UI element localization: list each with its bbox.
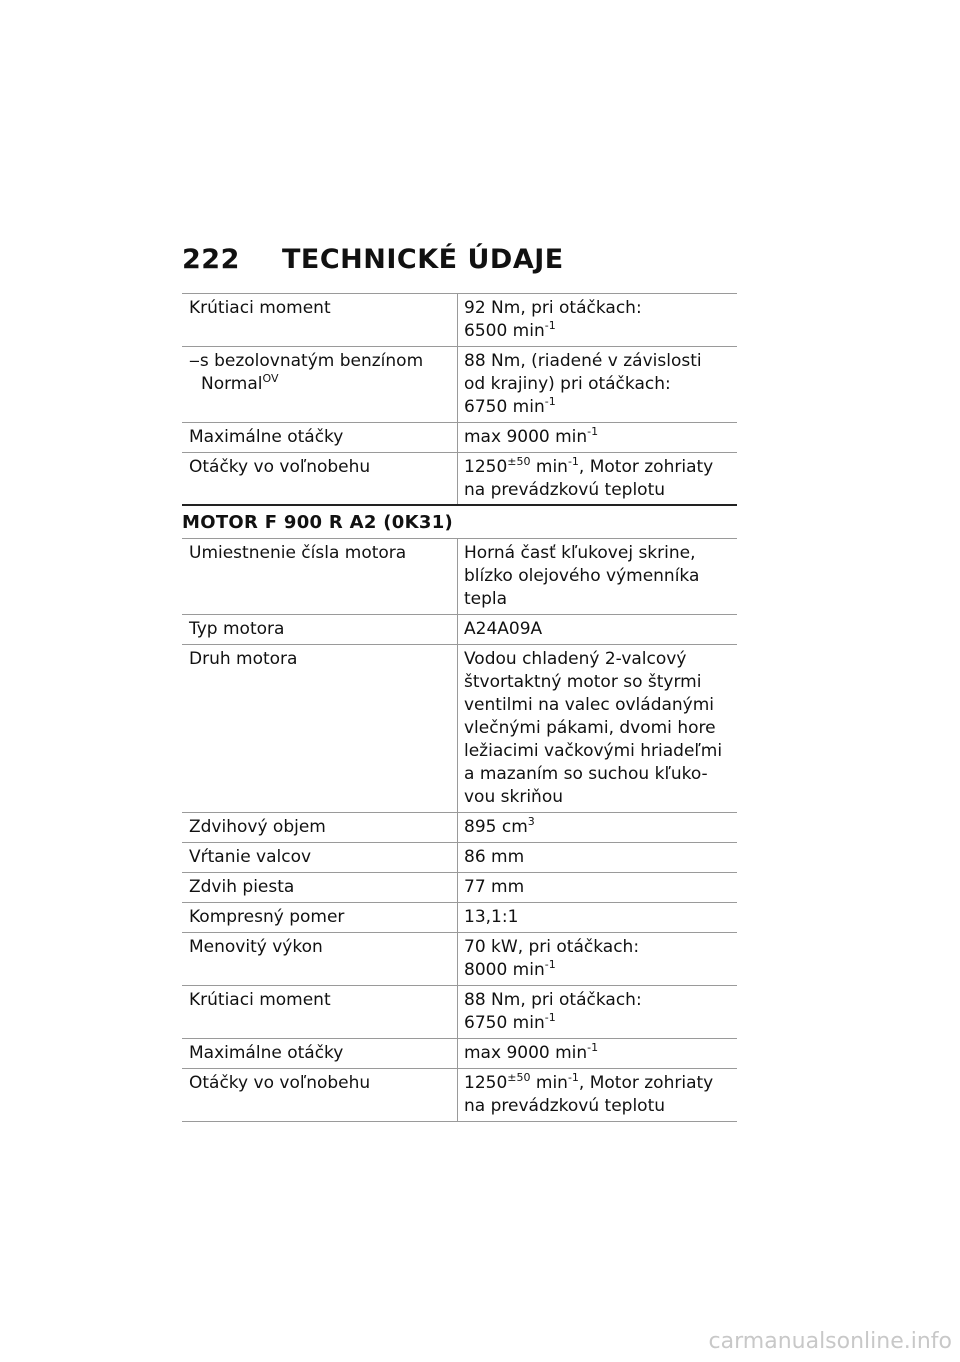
table-row [182, 539, 737, 615]
table-row [182, 813, 737, 843]
row-label: ‒s bezolovnatým benzínom Normal$^{OV}$ [182, 347, 458, 422]
row-value: $1250^{\pm 50}$ $\min^{-1}$, Motor zohriaty na prevádzkovú teplotu [464, 1071, 714, 1116]
row-value: 88 Nm, pri otáčkach: 6750 $\min^{-1}$ [464, 990, 642, 1033]
row-value: 77 mm [464, 877, 525, 897]
spec-table-2 [182, 538, 737, 1122]
row-value: max 9000 $\min^{-1}$ [464, 425, 599, 447]
table-row [182, 843, 737, 873]
row-label: Krútiaci moment [182, 294, 458, 346]
table-row [182, 615, 737, 645]
table-row [182, 1039, 737, 1069]
table-row [182, 347, 737, 423]
table-row [182, 903, 737, 933]
row-value: max 9000 $\min^{-1}$ [464, 1041, 599, 1063]
row-label: Kompresný pomer [182, 903, 458, 932]
row-value: 88 Nm, (riadené v závislosti od krajiny) pri otáčkach: 6750 $\min^{-1}$ [464, 351, 702, 417]
row-value: 895 $cm^3$ [464, 815, 535, 837]
page-header [182, 244, 564, 275]
row-label: Maximálne otáčky [182, 1039, 458, 1068]
table-row [182, 423, 737, 453]
table-row [182, 294, 737, 347]
row-label: Krútiaci moment [182, 986, 458, 1038]
row-label: Menovitý výkon [182, 933, 458, 985]
row-label: Maximálne otáčky [182, 423, 458, 452]
row-label: Typ motora [182, 615, 458, 644]
row-value: 86 mm [464, 847, 525, 867]
row-label: Zdvih piesta [182, 873, 458, 902]
table-row [182, 986, 737, 1039]
row-label: Vŕtanie valcov [182, 843, 458, 872]
section-title: MOTOR F 900 R A2 (0K31) [182, 504, 737, 533]
table-row [182, 933, 737, 986]
row-label: Otáčky vo voľnobehu [182, 453, 458, 505]
row-value: 92 Nm, pri otáčkach: 6500 $\min^{-1}$ [464, 298, 642, 341]
row-label: Umiestnenie čísla motora [182, 539, 458, 614]
row-value: A24A09A [464, 619, 543, 639]
row-label: Otáčky vo voľnobehu [182, 1069, 458, 1121]
table-row [182, 1069, 737, 1122]
row-value: Vodou chladený 2-valcový štvortaktný motor so štyrmi ventilmi na valec ovládanými vlečnými pákami, dvomi hore ležiacimi vačkovými hriadeľmi a mazaním so suchou kľuko- vou skriňou [464, 649, 723, 807]
table-row [182, 645, 737, 813]
row-value: $1250^{\pm 50}$ $\min^{-1}$, Motor zohriaty na prevádzkovú teplotu [464, 455, 714, 500]
spec-table-1 [182, 293, 737, 506]
row-label: Zdvihový objem [182, 813, 458, 842]
row-label: Druh motora [182, 645, 458, 812]
page-title: TECHNICKÉ ÚDAJE [282, 244, 564, 275]
watermark: carmanualsonline.info [708, 1329, 952, 1354]
table-row [182, 453, 737, 506]
table-row [182, 873, 737, 903]
row-value: Horná časť kľukovej skrine, blízko olejového výmenníka tepla [464, 543, 700, 609]
page-number: 222 [182, 244, 240, 275]
row-value: 70 kW, pri otáčkach: 8000 $\min^{-1}$ [464, 937, 640, 980]
row-value: 13,1:1 [464, 907, 519, 927]
